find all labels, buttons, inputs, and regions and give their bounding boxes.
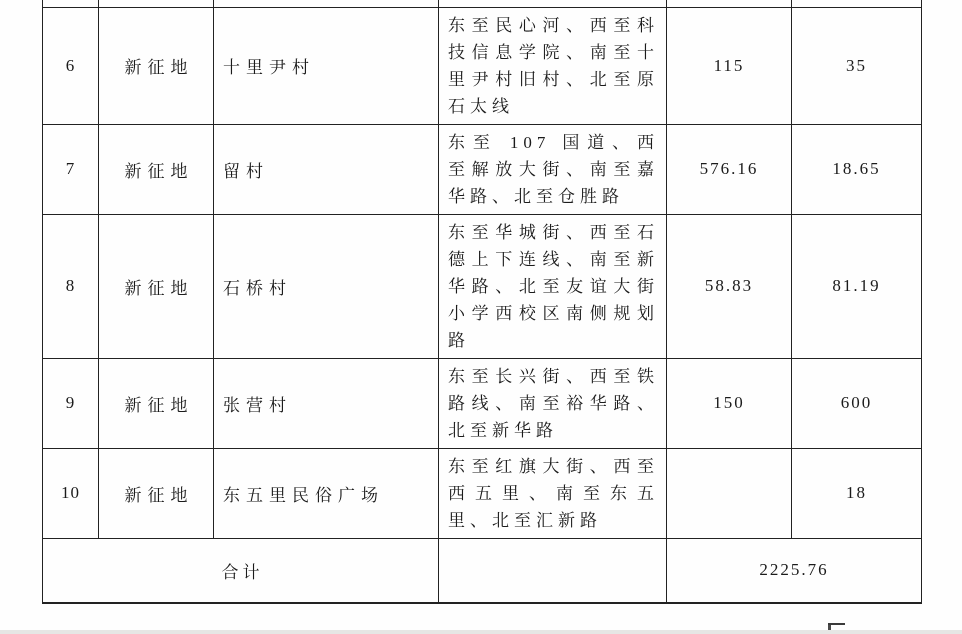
table-row [43,7,922,124]
table-row-cutoff [43,0,922,7]
cell-empty [214,0,439,7]
cell-value2: 600 [792,358,922,448]
cell-land-type: 新征地 [99,124,214,214]
cell-row-number: 8 [43,214,99,358]
cell-land-type: 新征地 [99,358,214,448]
cell-empty [792,0,922,7]
cell-total-label: 合计 [43,538,439,603]
cell-value2: 81.19 [792,214,922,358]
cell-boundary: 东至民心河、西至科技信息学院、南至十里尹村旧村、北至原石太线 [439,7,667,124]
table-total-row [43,538,922,603]
cell-value1: 58.83 [667,214,792,358]
cell-empty [43,0,99,7]
cell-value2: 18 [792,448,922,538]
cell-row-number: 10 [43,448,99,538]
cell-boundary: 东至 107 国道、西至解放大街、南至嘉华路、北至仓胜路 [439,124,667,214]
table-row [43,358,922,448]
cell-location-name: 石桥村 [214,214,439,358]
cell-land-type: 新征地 [99,7,214,124]
cell-value2: 18.65 [792,124,922,214]
cell-empty [667,0,792,7]
cell-location-name: 张营村 [214,358,439,448]
cell-row-number: 7 [43,124,99,214]
cell-land-type: 新征地 [99,448,214,538]
cell-row-number: 6 [43,7,99,124]
cell-land-type: 新征地 [99,214,214,358]
page-bottom-edge [0,630,962,634]
cell-boundary: 东至长兴街、西至铁路线、南至裕华路、北至新华路 [439,358,667,448]
cell-row-number: 9 [43,358,99,448]
cell-value1: 576.16 [667,124,792,214]
cell-boundary: 东至华城街、西至石德上下连线、南至新华路、北至友谊大街小学西校区南侧规划路 [439,214,667,358]
cell-boundary: 东至红旗大街、西至西五里、南至东五里、北至汇新路 [439,448,667,538]
cell-value1: 115 [667,7,792,124]
cell-empty [439,0,667,7]
cell-location-name: 东五里民俗广场 [214,448,439,538]
cell-value1: 150 [667,358,792,448]
land-requisition-table [42,0,922,604]
cell-value2: 35 [792,7,922,124]
table-row [43,124,922,214]
cell-location-name: 留村 [214,124,439,214]
cell-location-name: 十里尹村 [214,7,439,124]
cell-total-value: 2225.76 [667,538,922,603]
table-row [43,214,922,358]
cell-total-boundary-empty [439,538,667,603]
cell-empty [99,0,214,7]
cell-value1 [667,448,792,538]
table-row [43,448,922,538]
